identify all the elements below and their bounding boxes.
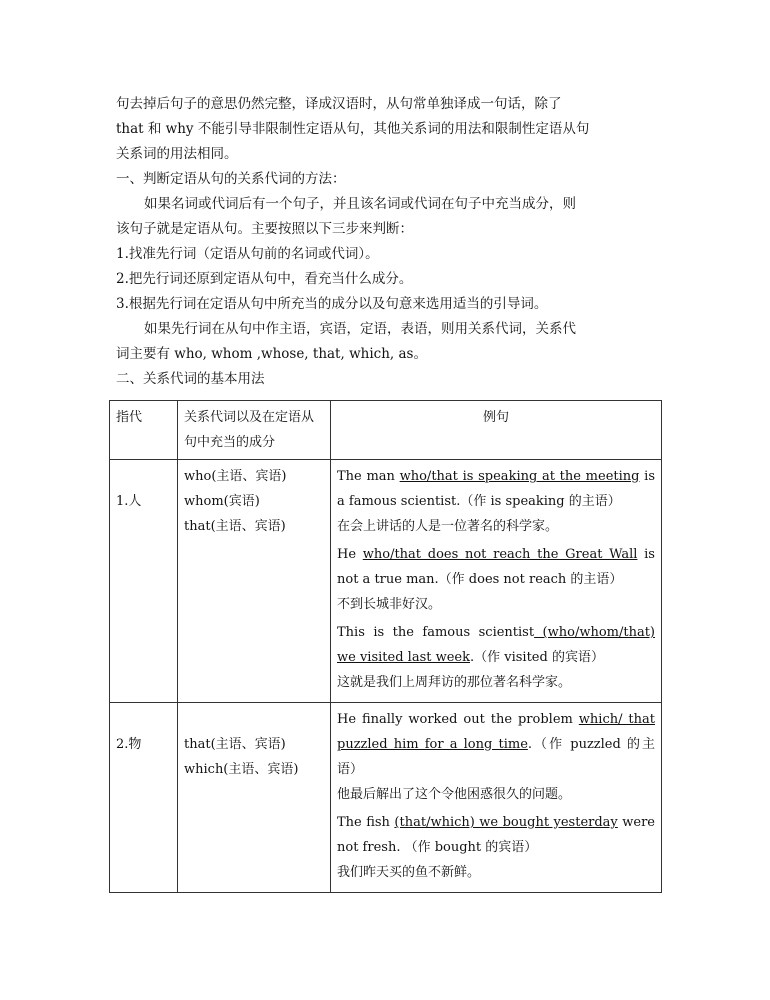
relative-pronoun-table [109,400,662,893]
header-examples: 例句 [331,401,662,460]
step-1: 1.找准先行词（定语从句前的名词或代词）。 [116,246,379,262]
row-2-pronouns [178,703,331,893]
pronoun-item: that(主语、宾语) [184,737,286,752]
step-3: 3.根据先行词在定语从句中所充当的成分以及句意来选用适当的引导词。 [116,296,548,312]
table-header-row [110,401,662,460]
intro-line-3: 关系词的用法相同。 [116,146,238,162]
example-sentence: The fish (that/which) we bought yesterday were not fresh. （作 bought 的宾语） 我们昨天买的鱼不新鲜。 [337,815,655,880]
example-sentence: The man who/that is speaking at the meeting is a famous scientist.（作 is speaking 的主语） 在会上讲话的人是一位著名的科学家。 [337,469,656,534]
row-1-examples [331,460,662,703]
section-1-para-2a: 如果先行词在从句中作主语，宾语，定语，表语，则用关系代词，关系代 [144,321,576,337]
example-translation: 他最后解出了这个令他困惑很久的问题。 [337,787,572,802]
header-ref: 指代 [110,401,178,460]
example-sentence: This is the famous scientist (who/whom/that) we visited last week.（作 visited 的宾语） 这就是我们上周拜访的那位著名科学家。 [337,625,655,690]
example-translation: 我们昨天买的鱼不新鲜。 [337,865,481,880]
section-2-title: 二、关系代词的基本用法 [116,371,265,387]
table-row [110,460,662,703]
header-pronouns: 关系代词以及在定语从句中充当的成分 [178,401,331,460]
document-body [116,92,662,392]
example-translation: 这就是我们上周拜访的那位著名科学家。 [337,675,572,690]
pronoun-item: that(主语、宾语) [184,519,286,534]
intro-line-2: that 和 why 不能引导非限制性定语从句，其他关系词的用法和限制性定语从句 [116,121,590,137]
table-row [110,703,662,893]
pronoun-item: which(主语、宾语) [184,762,299,777]
example-translation: 在会上讲话的人是一位著名的科学家。 [337,519,559,534]
step-2: 2.把先行词还原到定语从句中，看充当什么成分。 [116,271,413,287]
intro-line-1: 句去掉后句子的意思仍然完整，译成汉语时，从句常单独译成一句话，除了 [116,96,562,112]
example-sentence: He finally worked out the problem which/ that puzzled him for a long time.（作 puzzled 的主语） 他最后解出了这个令他困惑很久的问题。 [337,712,655,802]
row-2-ref: 2.物 [110,703,178,893]
row-2-examples [331,703,662,893]
example-sentence: He who/that does not reach the Great Wall is not a true man.（作 does not reach 的主语） 不到长城非好汉。 [337,547,655,612]
section-1-title: 一、判断定语从句的关系代词的方法： [116,171,346,187]
row-1-pronouns [178,460,331,703]
example-translation: 不到长城非好汉。 [337,597,442,612]
section-1-para-2b: 词主要有 who, whom ,whose, that, which, as。 [116,346,427,362]
section-1-para-1a: 如果名词或代词后有一个句子，并且该名词或代词在句子中充当成分，则 [144,196,576,212]
pronoun-item: who(主语、宾语) [184,469,287,484]
pronoun-item: whom(宾语) [184,494,260,509]
section-1-para-1b: 该句子就是定语从句。主要按照以下三步来判断： [116,221,413,237]
row-1-ref: 1.人 [110,460,178,703]
